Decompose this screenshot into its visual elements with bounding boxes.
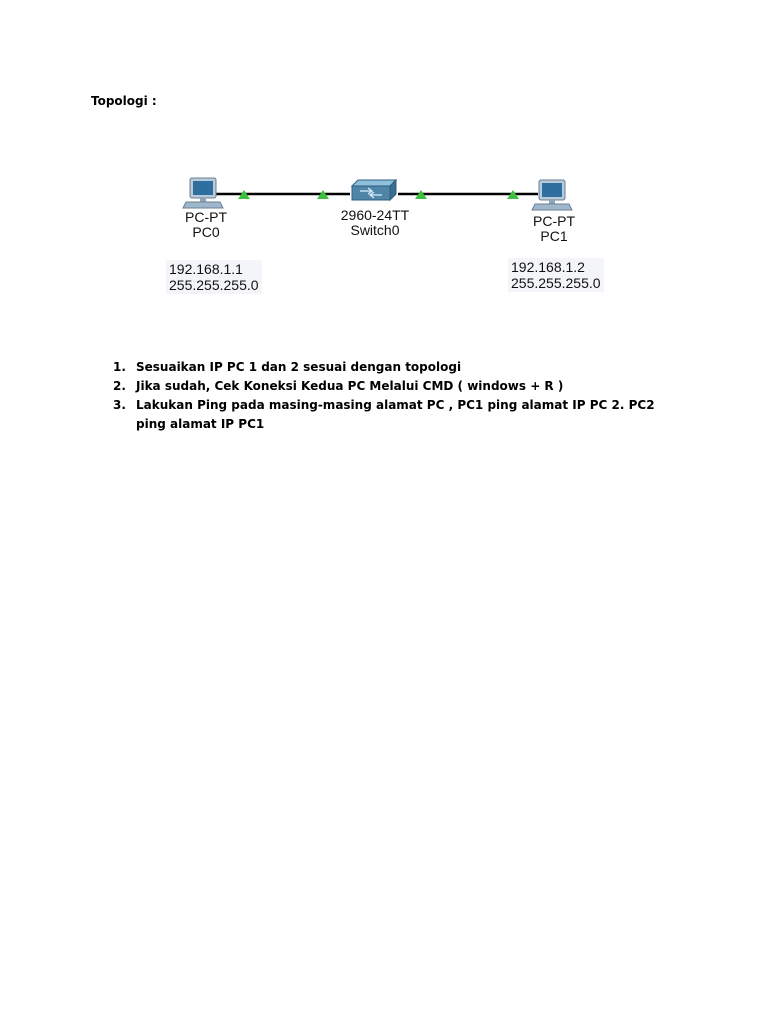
task-list bbox=[113, 358, 683, 434]
switch0-label bbox=[330, 208, 420, 238]
task-number: 3. bbox=[113, 398, 126, 412]
pc0-label bbox=[182, 210, 230, 240]
pc1-label bbox=[530, 214, 578, 244]
pc0-ip-info bbox=[166, 260, 262, 294]
switch0-name-label: Switch0 bbox=[350, 222, 400, 238]
switch0-model-label: 2960-24TT bbox=[340, 207, 410, 223]
task-number: 1. bbox=[113, 360, 126, 374]
pc0-subnet-mask: 255.255.255.0 bbox=[169, 277, 259, 293]
task-text: Jika sudah, Cek Koneksi Kedua PC Melalui CMD ( windows + R ) bbox=[136, 379, 564, 393]
pc1-ip-address: 192.168.1.2 bbox=[511, 259, 585, 275]
pc1-type-label: PC-PT bbox=[533, 213, 575, 229]
task-item bbox=[113, 358, 683, 377]
pc0-type-label: PC-PT bbox=[185, 209, 227, 225]
task-number: 2. bbox=[113, 379, 126, 393]
page-heading: Topologi : bbox=[91, 94, 157, 108]
pc1-ip-info bbox=[508, 258, 604, 292]
pc1-subnet-mask: 255.255.255.0 bbox=[511, 275, 601, 291]
network-topology-diagram bbox=[160, 170, 620, 310]
task-item bbox=[113, 396, 683, 434]
pc1-name-label: PC1 bbox=[540, 228, 568, 244]
task-item bbox=[113, 377, 683, 396]
switch0-icon bbox=[352, 180, 396, 200]
task-text: Sesuaikan IP PC 1 dan 2 sesuai dengan topologi bbox=[136, 360, 462, 374]
task-text: Lakukan Ping pada masing-masing alamat PC , PC1 ping alamat IP PC 2. PC2 ping alamat IP PC1 bbox=[136, 398, 655, 431]
pc0-name-label: PC0 bbox=[192, 224, 220, 240]
pc0-ip-address: 192.168.1.1 bbox=[169, 261, 243, 277]
